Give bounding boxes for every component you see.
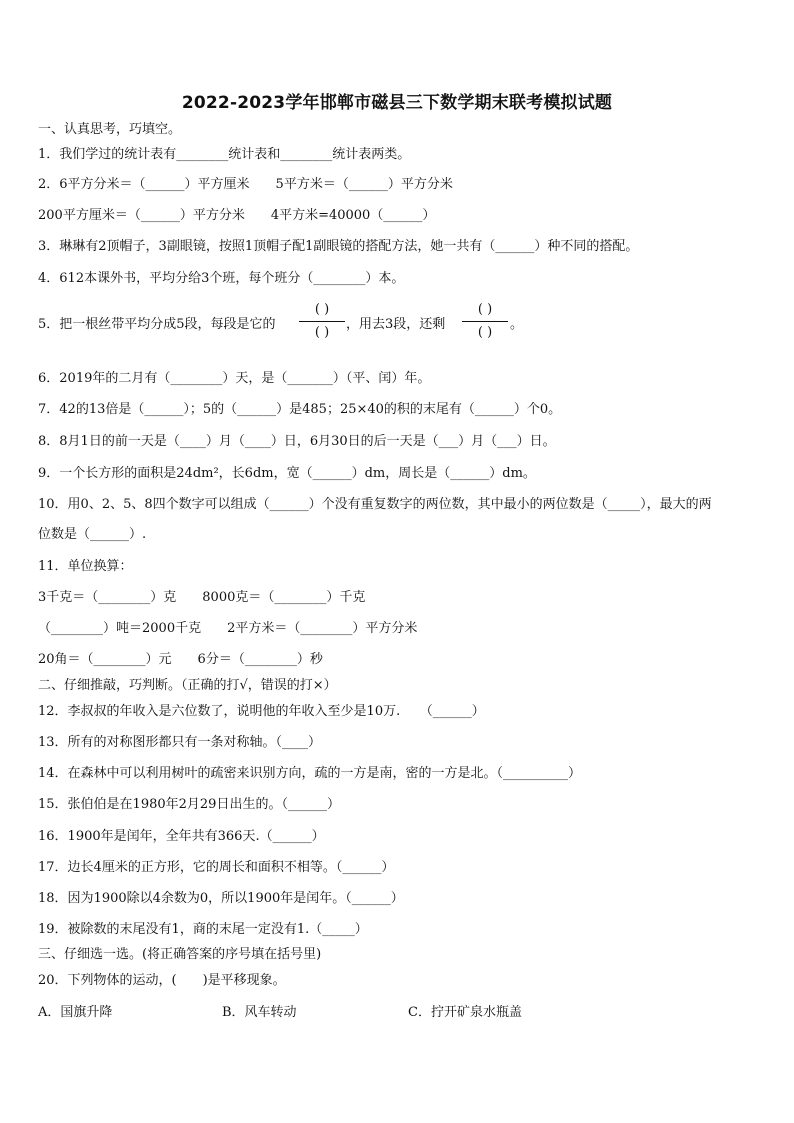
section-1-heading: 一、认真思考，巧填空。 (38, 122, 182, 137)
question-6: 6．2019年的二月有（________）天，是（_______）（平、闰）年。 (38, 371, 431, 386)
question-18: 18．因为1900除以4余数为0，所以1900年是闰年。（______） (38, 891, 404, 906)
question-11: 11．单位换算： (38, 559, 133, 574)
question-11-row-3: 20角＝（________）元 6分＝（________）秒 (38, 652, 323, 667)
option-b: B．风车转动 (222, 1005, 297, 1020)
question-7: 7．42的13倍是（______）；5的（______）是485；25×40的积的末尾有（______）个0。 (38, 402, 562, 417)
fraction-blank-2 (462, 302, 508, 341)
question-11-row-2: （________）吨＝2000千克 2平方米＝（________）平方分米 (38, 621, 418, 636)
question-17: 17．边长4厘米的正方形，它的周长和面积不相等。（______） (38, 860, 395, 875)
fraction-bar (462, 321, 508, 322)
question-11-row-1: 3千克＝（________）克 8000克＝（________）千克 (38, 590, 366, 605)
question-8: 8．8月1日的前一天是（____）月（____）日，6月30日的后一天是（___）月（___）日。 (38, 434, 556, 449)
fraction-denominator: ( ) (477, 325, 493, 340)
fraction-denominator: ( ) (314, 325, 330, 340)
option-a: A．国旗升降 (38, 1005, 113, 1020)
question-2-line-1: 2．6平方分米＝（______）平方厘米 5平方米＝（______）平方分米 (38, 177, 453, 192)
fraction-blank-1 (299, 302, 345, 341)
fraction-bar (299, 321, 345, 322)
question-5-part-2: ，用去3段，还剩 (346, 317, 446, 332)
question-13: 13．所有的对称图形都只有一条对称轴。（____） (38, 735, 322, 750)
question-15: 15．张伯伯是在1980年2月29日出生的。（______） (38, 797, 340, 812)
question-9: 9．一个长方形的面积是24dm²，长6dm，宽（______）dm，周长是（______）dm。 (38, 466, 536, 481)
fraction-numerator: ( ) (477, 302, 493, 317)
question-16: 16．1900年是闰年，全年共有366天.（______） (38, 829, 325, 844)
section-2-heading: 二、仔细推敲，巧判断。（正确的打√，错误的打×） (38, 678, 337, 693)
question-10-line-2: 位数是（______）. (38, 527, 147, 542)
question-1: 1．我们学过的统计表有________统计表和________统计表两类。 (38, 147, 411, 162)
question-2-line-2: 200平方厘米＝（______）平方分米 4平方米=40000（______） (38, 208, 436, 223)
question-14: 14．在森林中可以利用树叶的疏密来识别方向，疏的一方是南，密的一方是北。（__________） (38, 766, 582, 781)
section-3-heading: 三、仔细选一选。(将正确答案的序号填在括号里) (38, 947, 322, 962)
option-c: C．拧开矿泉水瓶盖 (408, 1005, 522, 1020)
page-title: 2022-2023学年邯郸市磁县三下数学期末联考模拟试题 (181, 93, 613, 113)
question-5-part-1: 5．把一根丝带平均分成5段，每段是它的 (38, 317, 276, 332)
fraction-numerator: ( ) (314, 302, 330, 317)
question-4: 4．612本课外书，平均分给3个班，每个班分（________）本。 (38, 271, 405, 286)
question-19: 19．被除数的末尾没有1，商的末尾一定没有1.（_____） (38, 922, 368, 937)
question-10-line-1: 10．用0、2、5、8四个数字可以组成（______）个没有重复数字的两位数，其中最小的两位数是（_____），最大的两 (38, 497, 712, 512)
question-20: 20．下列物体的运动，( )是平移现象。 (38, 973, 286, 988)
question-12: 12．李叔叔的年收入是六位数了，说明他的年收入至少是10万. （______） (38, 704, 485, 719)
question-3: 3．琳琳有2顶帽子，3副眼镜，按照1顶帽子配1副眼镜的搭配方法，她一共有（______）种不同的搭配。 (38, 239, 639, 254)
question-5-part-3: 。 (510, 317, 524, 332)
